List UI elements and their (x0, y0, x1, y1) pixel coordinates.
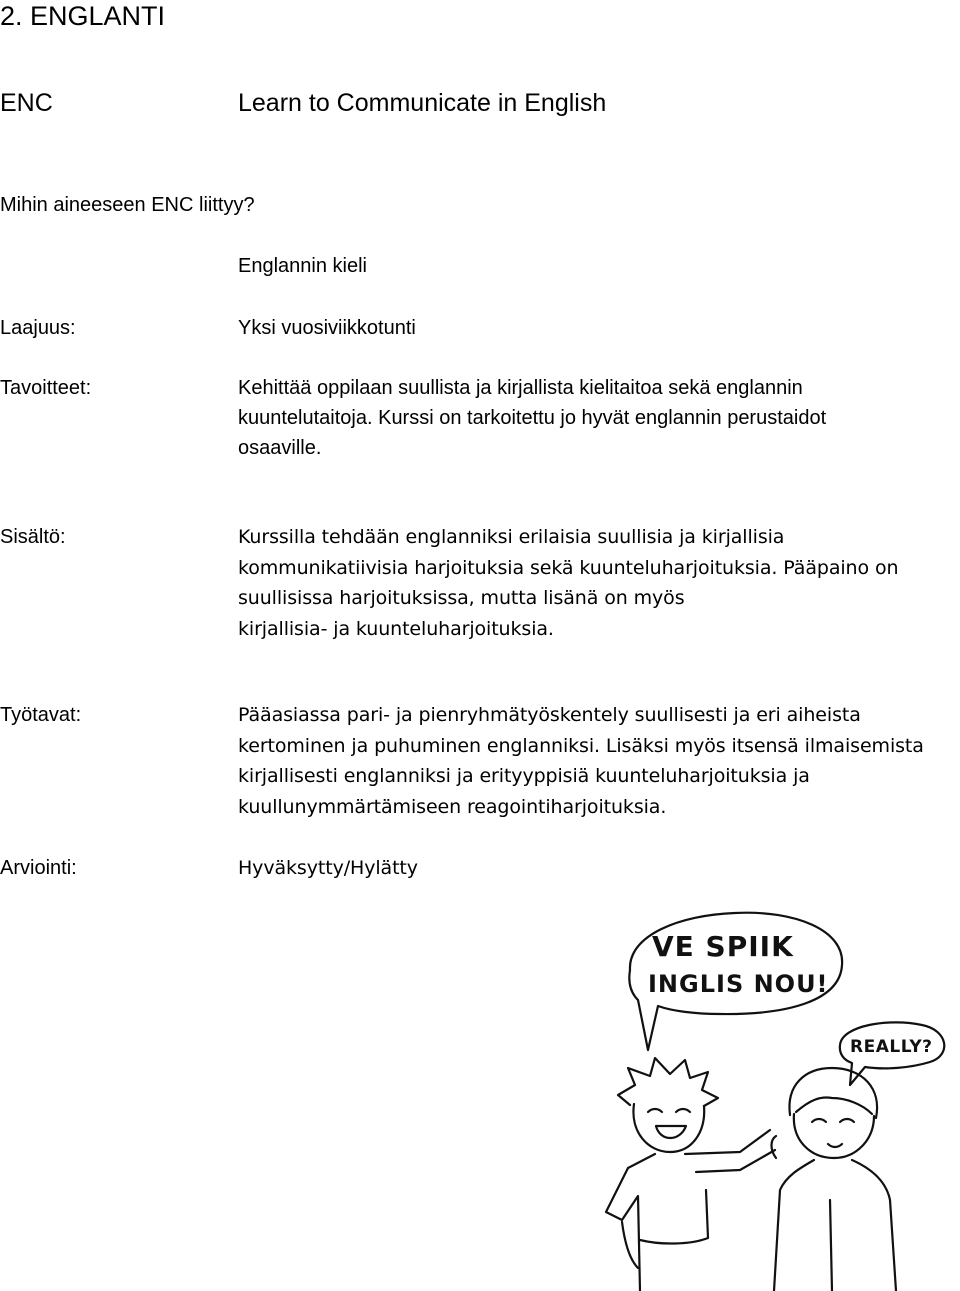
subject-question: Mihin aineeseen ENC liittyy? (0, 194, 255, 216)
methods-line: Pääasiassa pari- ja pienryhmätyöskentely suullisesti ja eri aiheista (238, 704, 861, 726)
left-character-hair (618, 1058, 718, 1106)
course-code: ENC (0, 89, 53, 117)
left-character-body (606, 1154, 655, 1291)
scope-value: Yksi vuosiviikkotunti (238, 317, 416, 339)
scope-label: Laajuus: (0, 317, 76, 339)
methods-line: kertominen ja puhuminen englanniksi. Lisäksi myös itsensä ilmaisemista (238, 734, 924, 757)
methods-label: Työtavat: (0, 704, 82, 726)
goals-line: kuuntelutaitoja. Kurssi on tarkoitettu jo hyvät englannin perustaidot (238, 407, 827, 429)
methods-line: kirjallisesti englanniksi ja erityyppisiä kuunteluharjoituksia ja (238, 765, 810, 787)
assessment-label: Arviointi: (0, 857, 77, 879)
right-character-face (794, 1114, 874, 1158)
content-line: Kurssilla tehdään englanniksi erilaisia suullisia ja kirjallisia (238, 526, 785, 548)
content-line: kirjallisia- ja kuunteluharjoituksia. (238, 617, 554, 640)
methods-line: kuullunymmärtämiseen reagointiharjoituksia. (238, 795, 667, 818)
right-character-hair (789, 1068, 877, 1118)
course-title: Learn to Communicate in English (238, 89, 607, 117)
speech-text-line-2: INGLIS NOU! (648, 970, 829, 998)
goals-text (238, 373, 960, 463)
subject-answer: Englannin kieli (238, 255, 367, 277)
assessment-value: Hyväksytty/Hylätty (238, 857, 418, 879)
cartoon-illustration (600, 900, 960, 1291)
content-label: Sisältö: (0, 526, 66, 548)
goals-line: osaaville. (238, 437, 322, 459)
page-heading: 2. ENGLANTI (0, 1, 166, 31)
goals-label: Tavoitteet: (0, 377, 92, 399)
content-line: kommunikatiivisia harjoituksia sekä kuunteluharjoituksia. Pääpaino on (238, 556, 899, 579)
left-character-face (633, 1104, 704, 1152)
goals-line: Kehittää oppilaan suullista ja kirjallista kielitaitoa sekä englannin (238, 377, 803, 399)
content-text (238, 522, 960, 644)
speech-text-really: REALLY? (850, 1037, 933, 1057)
content-line: suullisissa harjoituksissa, mutta lisänä on myös (238, 587, 685, 609)
methods-text (238, 700, 960, 822)
speech-text-line-1: VE SPIIK (652, 930, 794, 963)
right-character-body (774, 1160, 814, 1291)
